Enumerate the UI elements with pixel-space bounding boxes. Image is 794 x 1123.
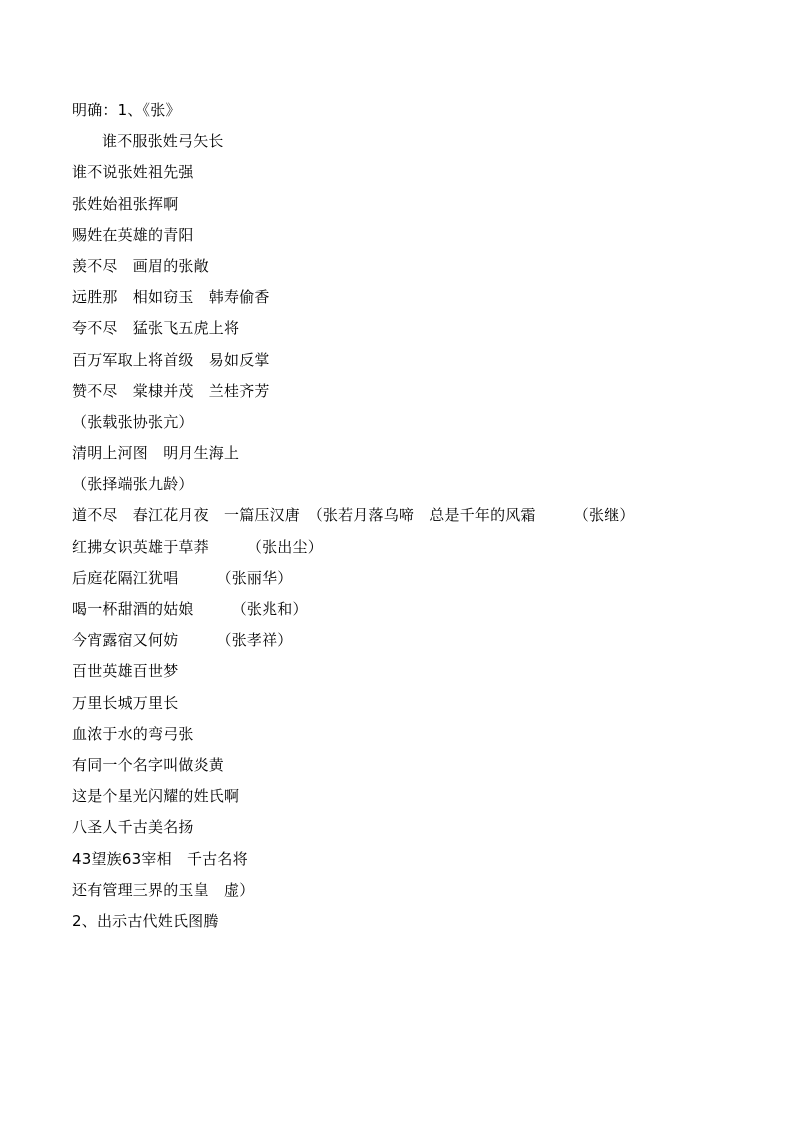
text-line: 百万军取上将首级 易如反掌 (72, 350, 270, 369)
text-line: 夸不尽 猛张飞五虎上将 (72, 319, 240, 338)
text-line: 今宵露宿又何妨 （张孝祥） (72, 631, 293, 650)
text-line: 羡不尽 画眉的张敞 (72, 256, 209, 275)
document-body (72, 99, 762, 941)
text-line: 赞不尽 棠棣并茂 兰桂齐芳 (72, 381, 270, 400)
text-line: 喝一杯甜酒的姑娘 （张兆和） (72, 600, 308, 618)
text-line: 2、出示古代姓氏图腾 (72, 911, 219, 930)
text-line: 还有管理三界的玉皇 虚） (72, 880, 255, 899)
text-line: 百世英雄百世梦 (72, 662, 179, 681)
text-line: 远胜那 相如窃玉 韩寿偷香 (72, 288, 270, 307)
text-line: 后庭花隔江犹唱 （张丽华） (72, 568, 293, 587)
text-line: 43望族63宰相 千古名将 (72, 849, 248, 868)
text-line: 红拂女识英雄于草莽 （张出尘） (72, 537, 323, 556)
text-line: 谁不服张姓弓矢长 (102, 132, 224, 151)
text-line: 赐姓在英雄的青阳 (72, 225, 194, 244)
text-line: 血浓于水的弯弓张 (72, 724, 194, 743)
text-line: 明确：1、《张》 (72, 101, 181, 119)
text-line: （张择端张九龄） (72, 475, 194, 494)
text-line: 张姓始祖张挥啊 (72, 194, 179, 213)
text-line: 万里长城万里长 (72, 693, 179, 712)
text-line: 有同一个名字叫做炎黄 (72, 755, 225, 774)
text-line: 谁不说张姓祖先强 (72, 163, 194, 182)
text-line: 这是个星光闪耀的姓氏啊 (72, 787, 240, 806)
text-line: 八圣人千古美名扬 (72, 818, 194, 837)
text-line: （张载张协张亢） (72, 412, 194, 431)
text-line: 清明上河图 明月生海上 (72, 444, 240, 463)
text-line: 道不尽 春江花月夜 一篇压汉唐 （张若月落乌啼 总是千年的风霜 （张继） (72, 506, 635, 525)
